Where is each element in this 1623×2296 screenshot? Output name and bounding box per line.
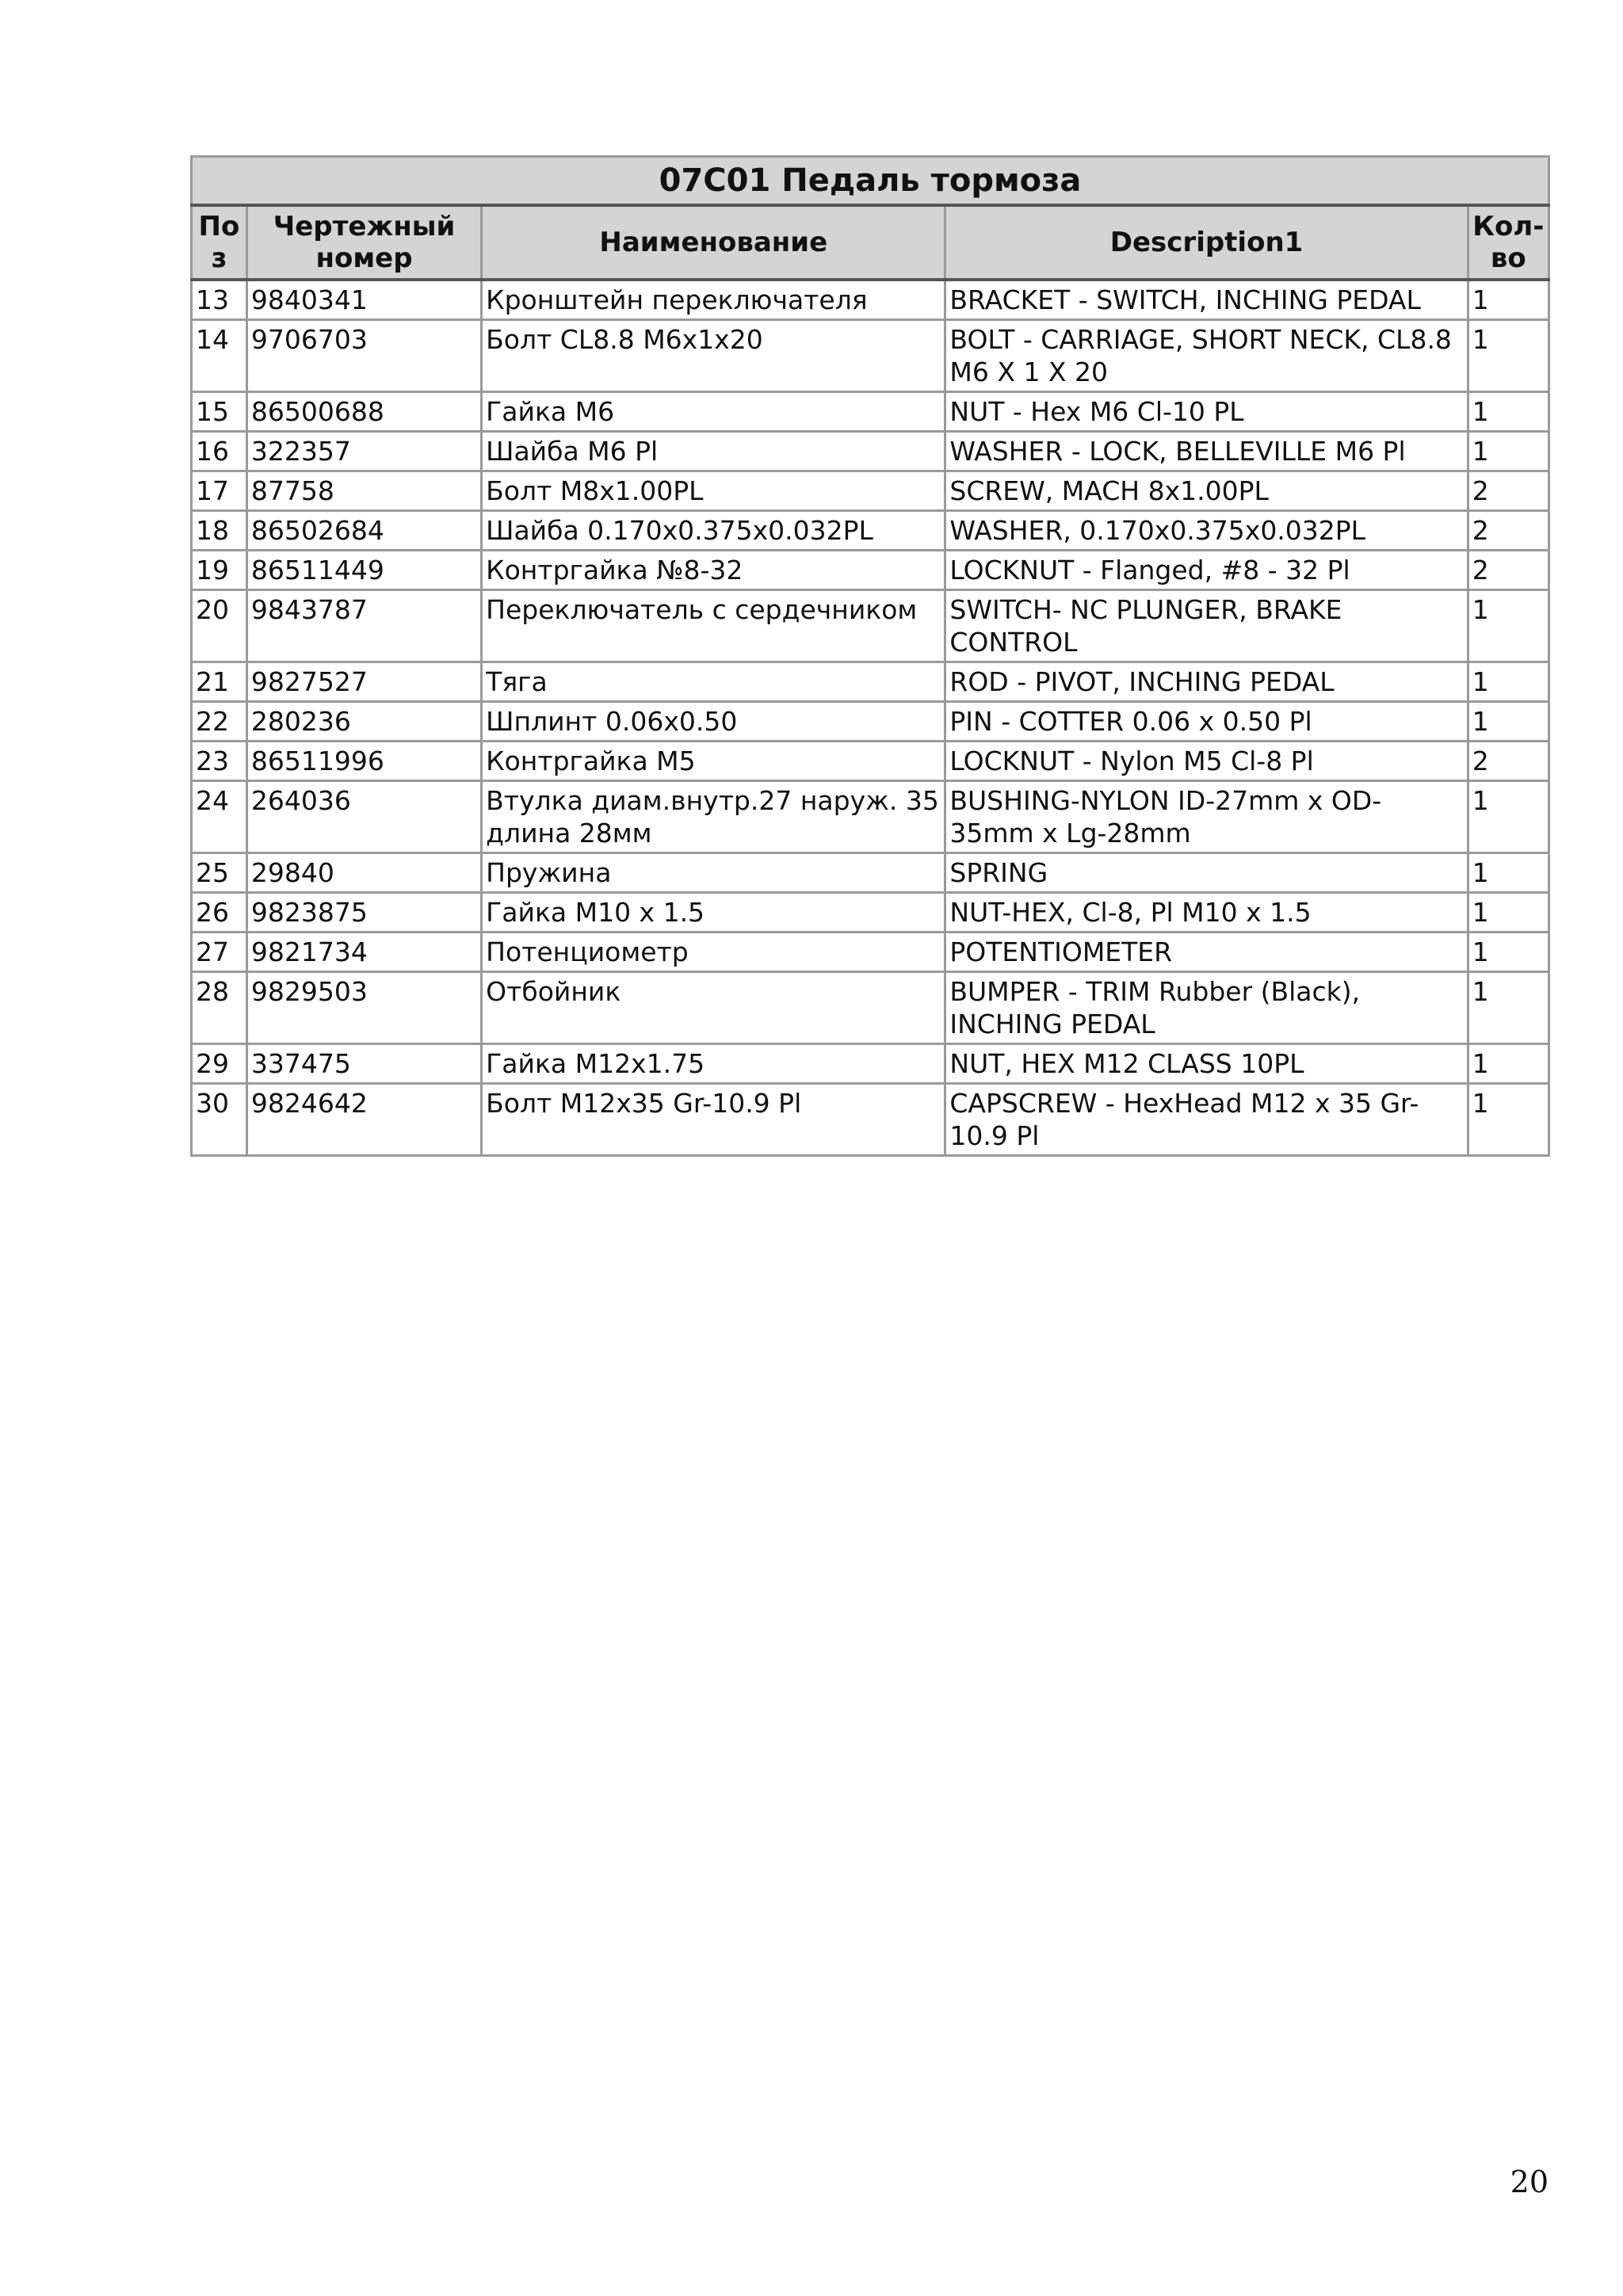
cell-qty: 1 (1468, 432, 1549, 471)
cell-qty: 2 (1468, 511, 1549, 551)
page-number: 20 (1510, 2164, 1549, 2199)
cell-drawing-number: 9843787 (246, 590, 481, 662)
cell-name: Гайка М6 (482, 392, 945, 432)
cell-name: Контргайка M5 (482, 742, 945, 781)
cell-name: Болт M8x1.00PL (482, 471, 945, 511)
cell-description: SCREW, MACH 8x1.00PL (945, 471, 1468, 511)
table-row (192, 1044, 1549, 1084)
table-title: 07C01 Педаль тормоза (192, 157, 1549, 206)
cell-description: LOCKNUT - Flanged, #8 - 32 Pl (945, 551, 1468, 590)
cell-drawing-number: 337475 (246, 1044, 481, 1084)
cell-drawing-number: 86511449 (246, 551, 481, 590)
cell-pos: 13 (192, 280, 247, 320)
cell-pos: 16 (192, 432, 247, 471)
cell-qty: 2 (1468, 742, 1549, 781)
cell-name: Гайка M10 x 1.5 (482, 893, 945, 933)
table-row (192, 781, 1549, 853)
cell-name: Отбойник (482, 972, 945, 1044)
table-row (192, 702, 1549, 742)
header-name: Наименование (482, 205, 945, 280)
cell-name: Шайба 0.170x0.375x0.032PL (482, 511, 945, 551)
cell-drawing-number: 9840341 (246, 280, 481, 320)
cell-name: Болт CL8.8 M6x1x20 (482, 320, 945, 392)
table-row (192, 853, 1549, 893)
header-qty: Кол-во (1468, 205, 1549, 280)
cell-qty: 1 (1468, 893, 1549, 933)
cell-drawing-number: 9824642 (246, 1084, 481, 1156)
cell-pos: 24 (192, 781, 247, 853)
parts-table-body (192, 280, 1549, 1156)
cell-pos: 20 (192, 590, 247, 662)
cell-drawing-number: 9823875 (246, 893, 481, 933)
cell-description: POTENTIOMETER (945, 933, 1468, 972)
table-row (192, 320, 1549, 392)
cell-name: Тяга (482, 662, 945, 702)
cell-qty: 1 (1468, 320, 1549, 392)
table-row (192, 432, 1549, 471)
cell-pos: 22 (192, 702, 247, 742)
table-row (192, 1084, 1549, 1156)
cell-pos: 29 (192, 1044, 247, 1084)
cell-qty: 2 (1468, 551, 1549, 590)
cell-name: Шплинт 0.06x0.50 (482, 702, 945, 742)
cell-qty: 1 (1468, 392, 1549, 432)
cell-pos: 28 (192, 972, 247, 1044)
parts-table (190, 155, 1550, 1157)
cell-qty: 1 (1468, 662, 1549, 702)
cell-description: WASHER - LOCK, BELLEVILLE M6 Pl (945, 432, 1468, 471)
cell-pos: 26 (192, 893, 247, 933)
table-row (192, 742, 1549, 781)
cell-pos: 17 (192, 471, 247, 511)
cell-description: LOCKNUT - Nylon M5 Cl-8 Pl (945, 742, 1468, 781)
cell-drawing-number: 9827527 (246, 662, 481, 702)
cell-pos: 23 (192, 742, 247, 781)
cell-drawing-number: 264036 (246, 781, 481, 853)
cell-name: Болт M12x35 Gr-10.9 Pl (482, 1084, 945, 1156)
cell-pos: 15 (192, 392, 247, 432)
cell-description: NUT-HEX, Cl-8, Pl M10 x 1.5 (945, 893, 1468, 933)
table-row (192, 280, 1549, 320)
cell-drawing-number: 86500688 (246, 392, 481, 432)
cell-name: Втулка диам.внутр.27 наруж. 35 длина 28мм (482, 781, 945, 853)
table-row (192, 511, 1549, 551)
table-row (192, 590, 1549, 662)
cell-qty: 1 (1468, 280, 1549, 320)
header-pos: Поз (192, 205, 247, 280)
table-row (192, 972, 1549, 1044)
table-row (192, 933, 1549, 972)
cell-drawing-number: 9706703 (246, 320, 481, 392)
cell-name: Переключатель с сердечником (482, 590, 945, 662)
cell-drawing-number: 86502684 (246, 511, 481, 551)
table-row (192, 662, 1549, 702)
cell-description: BUMPER - TRIM Rubber (Black), INCHING PEDAL (945, 972, 1468, 1044)
cell-drawing-number: 280236 (246, 702, 481, 742)
cell-name: Контргайка №8-32 (482, 551, 945, 590)
cell-drawing-number: 9821734 (246, 933, 481, 972)
cell-pos: 27 (192, 933, 247, 972)
cell-description: WASHER, 0.170x0.375x0.032PL (945, 511, 1468, 551)
cell-qty: 1 (1468, 702, 1549, 742)
cell-qty: 1 (1468, 972, 1549, 1044)
table-row (192, 893, 1549, 933)
cell-qty: 1 (1468, 781, 1549, 853)
cell-description: SPRING (945, 853, 1468, 893)
cell-description: ROD - PIVOT, INCHING PEDAL (945, 662, 1468, 702)
cell-pos: 21 (192, 662, 247, 702)
cell-drawing-number: 87758 (246, 471, 481, 511)
cell-qty: 1 (1468, 933, 1549, 972)
cell-qty: 1 (1468, 1084, 1549, 1156)
cell-pos: 14 (192, 320, 247, 392)
cell-pos: 18 (192, 511, 247, 551)
cell-pos: 19 (192, 551, 247, 590)
table-row (192, 392, 1549, 432)
cell-drawing-number: 29840 (246, 853, 481, 893)
cell-drawing-number: 9829503 (246, 972, 481, 1044)
cell-pos: 25 (192, 853, 247, 893)
cell-name: Кронштейн переключателя (482, 280, 945, 320)
cell-name: Пружина (482, 853, 945, 893)
header-description: Description1 (945, 205, 1468, 280)
cell-qty: 2 (1468, 471, 1549, 511)
cell-description: BUSHING-NYLON ID-27mm x OD-35mm x Lg-28mm (945, 781, 1468, 853)
table-row (192, 551, 1549, 590)
cell-qty: 1 (1468, 1044, 1549, 1084)
cell-drawing-number: 322357 (246, 432, 481, 471)
cell-drawing-number: 86511996 (246, 742, 481, 781)
cell-description: CAPSCREW - HexHead M12 x 35 Gr-10.9 Pl (945, 1084, 1468, 1156)
cell-qty: 1 (1468, 853, 1549, 893)
cell-description: SWITCH- NC PLUNGER, BRAKE CONTROL (945, 590, 1468, 662)
table-row (192, 471, 1549, 511)
cell-qty: 1 (1468, 590, 1549, 662)
cell-description: PIN - COTTER 0.06 x 0.50 Pl (945, 702, 1468, 742)
cell-description: BRACKET - SWITCH, INCHING PEDAL (945, 280, 1468, 320)
cell-description: BOLT - CARRIAGE, SHORT NECK, CL8.8 M6 X 1 X 20 (945, 320, 1468, 392)
cell-name: Шайба M6 Pl (482, 432, 945, 471)
cell-name: Гайка M12x1.75 (482, 1044, 945, 1084)
cell-name: Потенциометр (482, 933, 945, 972)
header-drawing-number: Чертежный номер (246, 205, 481, 280)
cell-pos: 30 (192, 1084, 247, 1156)
cell-description: NUT, HEX M12 CLASS 10PL (945, 1044, 1468, 1084)
cell-description: NUT - Hex M6 Cl-10 PL (945, 392, 1468, 432)
